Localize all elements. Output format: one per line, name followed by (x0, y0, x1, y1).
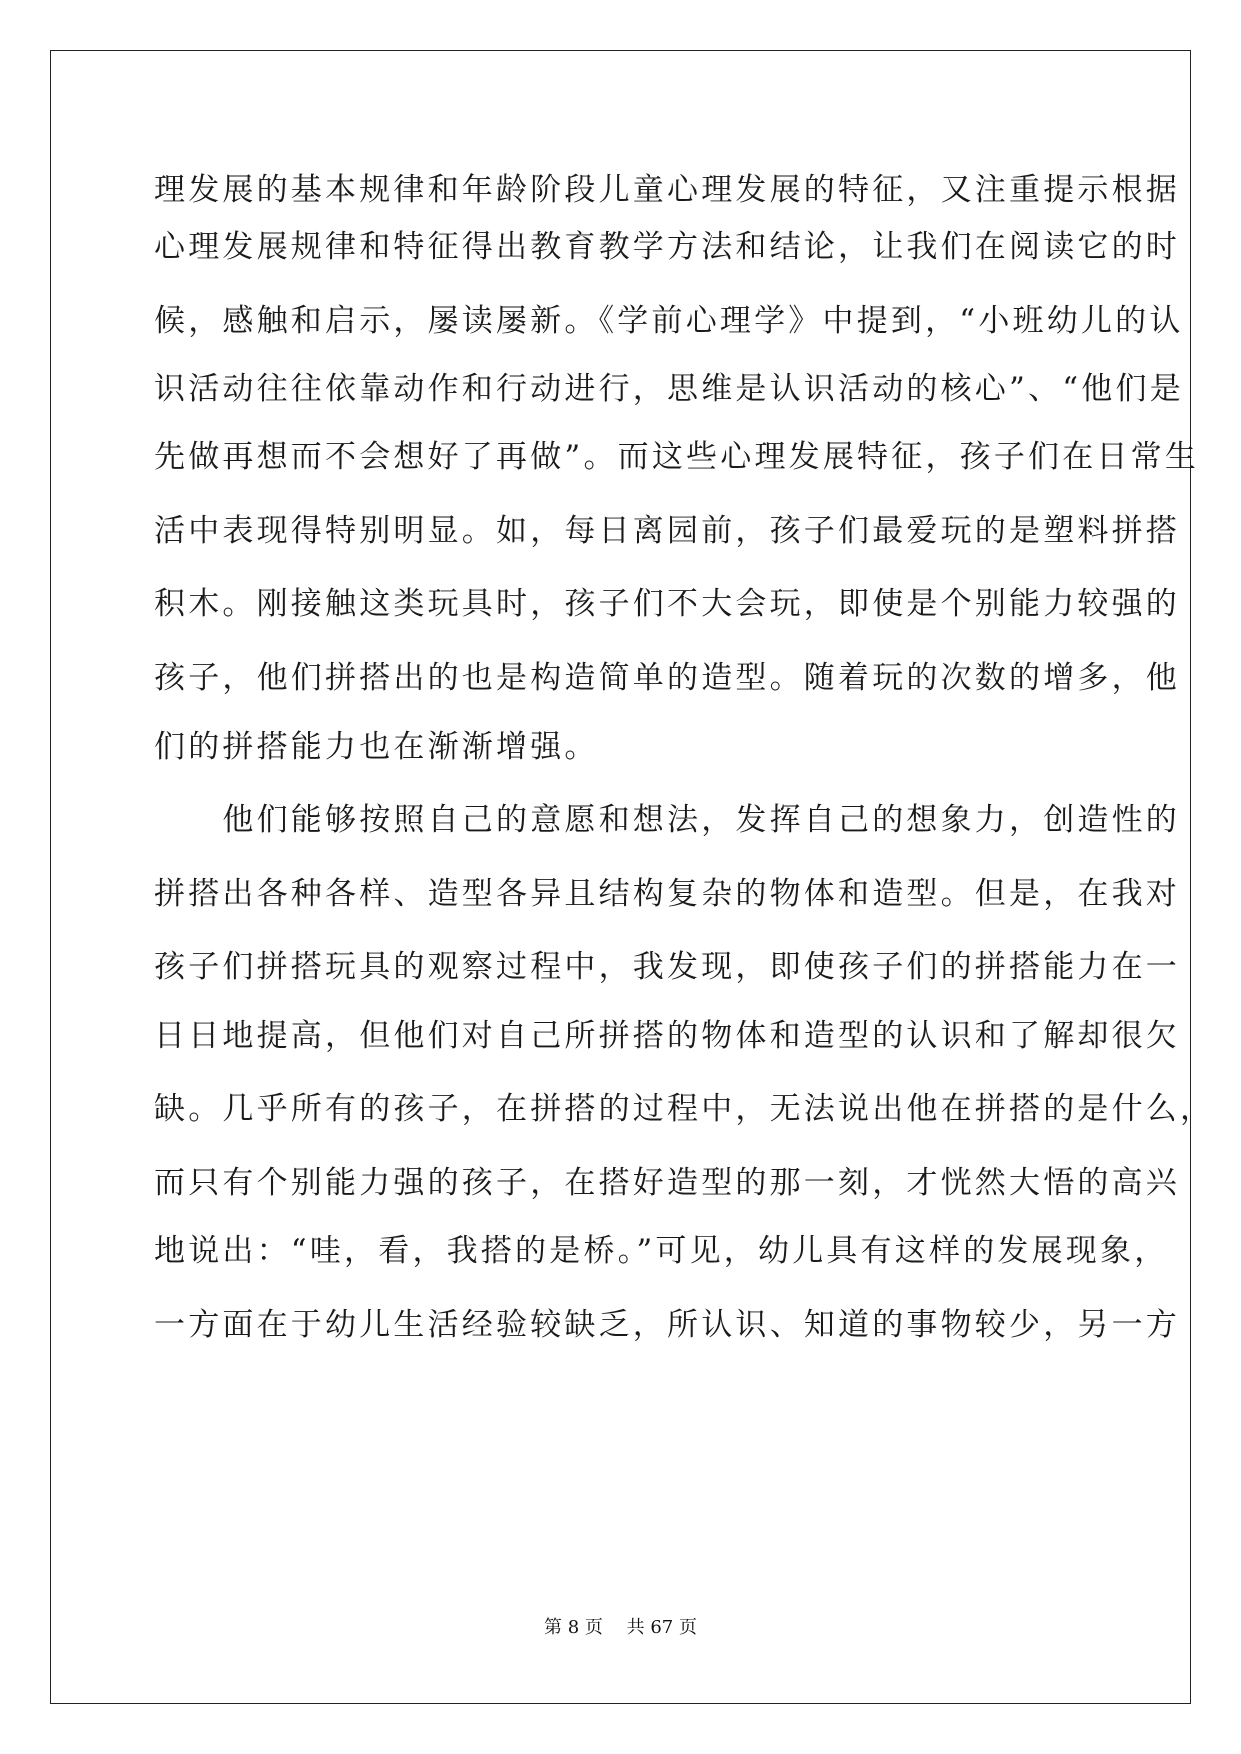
text-line: 拼搭出各种各样、造型各异且结构复杂的物体和造型。但是，在我对 (154, 876, 1180, 912)
text-line: 地说出：“哇，看，我搭的是桥。”可见，幼儿具有这样的发展现象， (154, 1233, 1169, 1269)
text-line: 识活动往往依靠动作和行动进行，思维是认识活动的核心”、“他们是 (154, 371, 1184, 407)
text-line: 积木。刚接触这类玩具时，孩子们不大会玩，即使是个别能力较强的 (154, 586, 1180, 622)
text-line: 孩子们拼搭玩具的观察过程中，我发现，即使孩子们的拼搭能力在一 (154, 949, 1180, 985)
text-line: 缺。几乎所有的孩子，在拼搭的过程中，无法说出他在拼搭的是什么， (154, 1091, 1215, 1127)
text-line: 候，感触和启示，屡读屡新。《学前心理学》中提到，“小班幼儿的认 (154, 303, 1184, 339)
text-line: 日日地提高，但他们对自己所拼搭的物体和造型的认识和了解却很欠 (154, 1018, 1180, 1054)
text-line: 一方面在于幼儿生活经验较缺乏，所认识、知道的事物较少，另一方 (154, 1307, 1180, 1343)
text-line: 们的拼搭能力也在渐渐增强。 (154, 729, 599, 765)
text-line: 他们能够按照自己的意愿和想法，发挥自己的想象力，创造性的 (154, 802, 1180, 838)
text-line: 活中表现得特别明显。如，每日离园前，孩子们最爱玩的是塑料拼搭 (154, 513, 1180, 549)
text-line: 理发展的基本规律和年龄阶段儿童心理发展的特征，又注重提示根据 (154, 172, 1180, 208)
text-line: 孩子，他们拼搭出的也是构造简单的造型。随着玩的次数的增多，他 (154, 660, 1180, 696)
text-line: 而只有个别能力强的孩子，在搭好造型的那一刻，才恍然大悟的高兴 (154, 1165, 1180, 1201)
text-line: 先做再想而不会想好了再做”。而这些心理发展特征，孩子们在日常生 (154, 439, 1200, 475)
text-line: 心理发展规律和特征得出教育教学方法和结论，让我们在阅读它的时 (154, 229, 1180, 265)
page-number: 第 8 页 共 67 页 (544, 1617, 697, 1638)
